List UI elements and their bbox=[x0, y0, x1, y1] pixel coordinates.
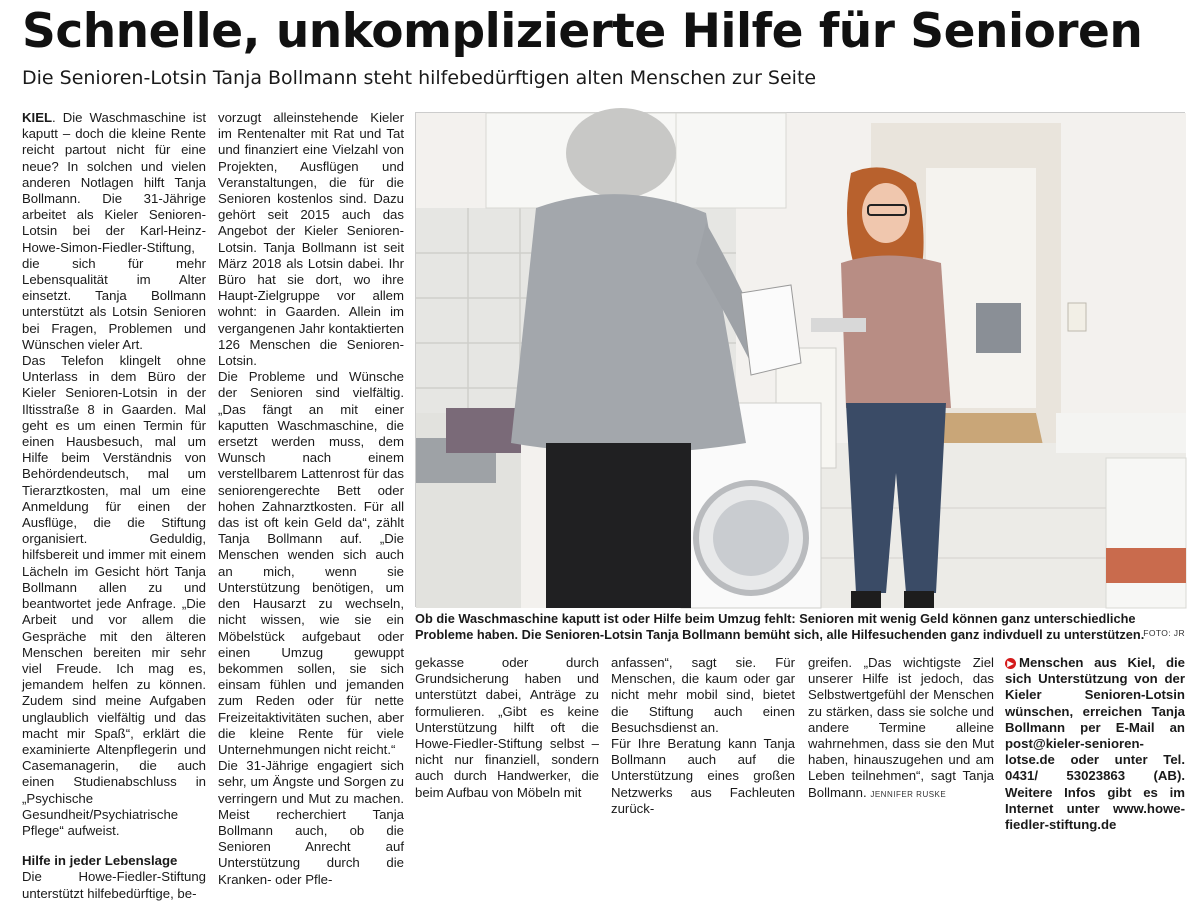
byline: JENNIFER RUSKE bbox=[870, 789, 947, 799]
article-paragraph: vorzugt alleinstehende Kieler im Rentenalter mit Rat und Tat und finanziert eine Vielzahl von Projekten, Ausflügen und Veranstaltungen, die für die Senioren kostenlos sind. Dazu gehört seit 2015 auch das Angebot der Kieler Senioren-Lotsin. Tanja Bollmann ist seit März 2018 als Lotsin dabei. Ihr Büro hat sie dort, wo ihre Haupt-Zielgruppe vor allem wohnt: in Gaarden. Allein im vergangenen Jahr kontaktierten 126 Menschen die Senioren-Lotsin. bbox=[218, 110, 404, 369]
article-paragraph: Für Ihre Beratung kann Tanja Bollmann auch auf die Unterstützung eines großen Netzwerks aus Fachleuten zurück- bbox=[611, 736, 795, 816]
info-box-text: Menschen aus Kiel, die sich Unterstützung von der Kieler Senioren-Lotsin wünschen, erreichen Tanja Bollmann per E-Mail an post@kieler-senioren-lotse.de oder unter Tel. 0431/ 53023863 (AB). Weitere Infos gibt es im Internet unter www.howe-fiedler-stiftung.de bbox=[1005, 655, 1185, 833]
article-column-5 bbox=[808, 655, 994, 800]
article-paragraph bbox=[22, 110, 206, 353]
paragraph-text: greifen. „Das wichtigste Ziel unserer Hilfe ist jedoch, das Selbstwertgefühl der Menschen zu stärken, dass sie solche und andere Termine alleine wahrnehmen, dass sie den Mut haben, hinauszugehen und am Leben teilnehmen“, sagt Tanja Bollmann. bbox=[808, 655, 994, 800]
article-paragraph bbox=[808, 655, 994, 803]
section-subhead: Hilfe in jeder Lebenslage bbox=[22, 853, 178, 869]
arrow-right-icon: ▶ bbox=[1005, 658, 1016, 669]
info-text bbox=[1005, 655, 1185, 833]
article-paragraph: Die Howe-Fiedler-Stiftung unterstützt hilfebedürftige, be- bbox=[22, 869, 206, 901]
article-column-4 bbox=[611, 655, 795, 816]
article-photo bbox=[415, 112, 1185, 607]
article-column-3 bbox=[415, 655, 599, 800]
dateline: KIEL bbox=[22, 110, 53, 125]
subheadline: Die Senioren-Lotsin Tanja Bollmann steht hilfebedürftigen alten Menschen zur Seite bbox=[22, 67, 817, 89]
article-paragraph: Die 31-Jährige engagiert sich sehr, um Ängste und Sorgen zu verringern und Mut zu machen. Meist recherchiert Tanja Bollmann auch, ob die Senioren Anrecht auf Unterstützung durch die Kranken- oder Pfle- bbox=[218, 758, 404, 887]
photo-caption: Ob die Waschmaschine kaputt ist oder Hilfe beim Umzug fehlt: Senioren mit wenig Geld können ganz unterschiedliche Probleme haben. Die Senioren-Lotsin Tanja Bollmann bemüht sich, alle Hilfesuchenden ganz indivduell zu unterstützen. bbox=[415, 611, 1145, 642]
article-column-1 bbox=[22, 110, 206, 901]
article-paragraph: Die Probleme und Wünsche der Senioren sind vielfältig. „Das fängt an mit einer kaputten Waschmaschine, die ersetzt werden muss, dem Wunsch nach einem verstellbarem Lattenrost für das seniorengerechte Bett oder hohen Zahnarztkosten. Für all das ist oft kein Geld da“, zählt Tanja Bollmann auf. „Die Menschen wenden sich auch an mich, wenn sie Unterstützung benötigen, um den Hausarzt zu wechseln, nicht wissen, wie sie ein Möbelstück aufgebaut oder einen Umzug gewuppt bekommen sollen, sie sich einsam fühlen und jemanden zum Reden oder für nette Freizeitaktivitäten suchen, aber die kleine Rente für viele Unternehmungen nicht reicht.“ bbox=[218, 369, 404, 757]
article-column-2 bbox=[218, 110, 404, 887]
article-paragraph: gekasse oder durch Grundsicherung haben und unterstützt dabei, Anträge zu formulieren. „Gibt es keine Unterstützung hilft oft die Howe-Fiedler-Stiftung selbst – nicht nur finanziell, sondern auch durch Handwerker, die beim Aufbau von Möbeln mit bbox=[415, 655, 599, 800]
photo-credit: FOTO: JR bbox=[1143, 628, 1185, 638]
article-paragraph: Das Telefon klingelt ohne Unterlass in dem Büro der Kieler Senioren-Lotsin in der Iltisstraße 8 in Gaarden. Mal geht es um einen Termin für einen Hausbesuch, mal um Hilfe beim Verständnis von Behördendeutsch, mal um Tierarztkosten, mal um eine Anmeldung für einen der Ausflüge, die die Stiftung organisiert. Geduldig, hilfsbereit und immer mit einem Lächeln im Gesicht hört Tanja Bollmann allen zu und beantwortet jede Anfrage. „Die Arbeit und vor allem die Gespräche mit den älteren Menschen bereiten mir sehr viel Freude. Ich mag es, jemandem helfen zu können. Zudem sind meine Aufgaben unglaublich vielfältig und das macht mir Spaß“, erklärt die examinierte Altenpflegerin und Casemanagerin, die auch einen Studienabschluss in „Psychische Gesundheit/Psychiatrische Pflege“ aufweist. bbox=[22, 353, 206, 838]
article-paragraph: anfassen“, sagt sie. Für Menschen, die kaum oder gar nicht mehr mobil sind, bietet die Stiftung auch einen Besuchsdienst an. bbox=[611, 655, 795, 735]
paragraph-text: . Die Waschmaschine ist kaputt – doch die kleine Rente reicht partout nicht für eine neue? In solchen und vielen anderen Notlagen hilft Tanja Bollmann. Die 31-Jährige arbeitet als Kieler Senioren-Lotsin bei der Karl-Heinz-Howe-Simon-Fiedler-Stiftung, die sich für mehr Lebensqualität im Alter einsetzt. Tanja Bollmann unterstützt als Lotsin Senioren bei Fragen, Problemen und Wünschen vieler Art. bbox=[22, 110, 206, 352]
info-box bbox=[1005, 655, 1185, 833]
headline: Schnelle, unkomplizierte Hilfe für Senioren bbox=[22, 4, 1143, 59]
